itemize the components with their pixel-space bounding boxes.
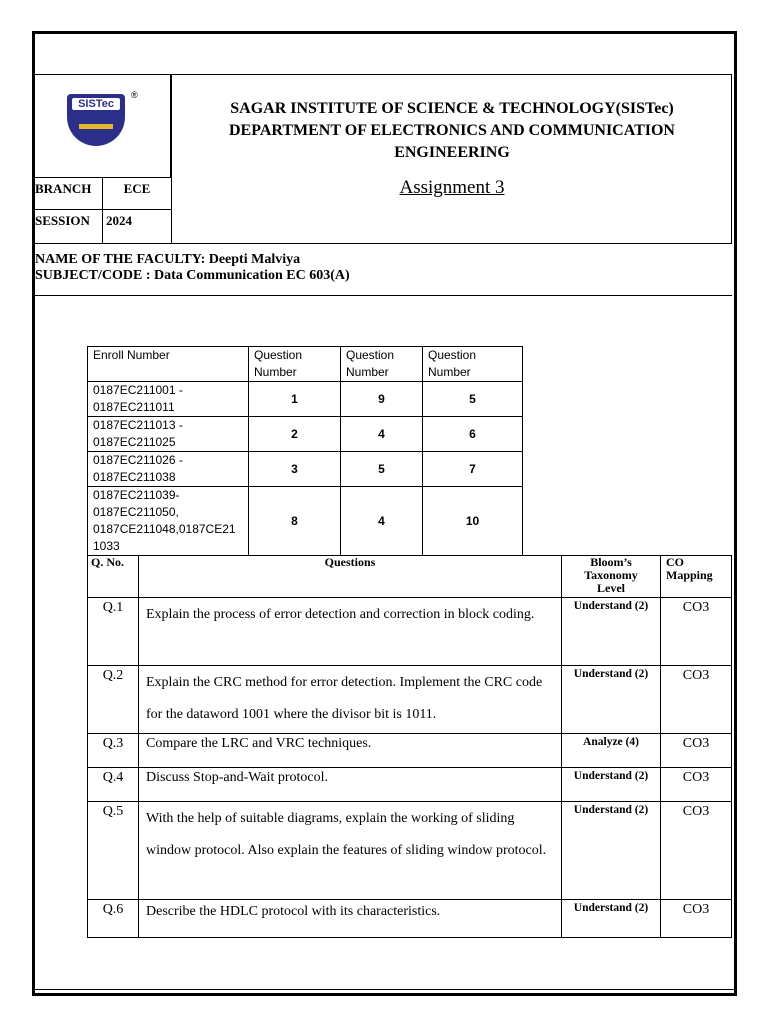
question-number: Q.2	[88, 666, 139, 734]
blooms-level: Understand (2)	[562, 768, 661, 802]
question-number: 5	[341, 452, 423, 487]
question-number: 10	[423, 487, 523, 556]
blooms-level: Understand (2)	[562, 900, 661, 938]
table-row	[88, 598, 732, 666]
co-mapping: CO3	[661, 900, 732, 938]
question-number: 4	[341, 487, 423, 556]
question-header: Question Number	[423, 347, 523, 382]
enroll-range: 0187EC211026 - 0187EC211038	[88, 452, 249, 487]
bottom-rule	[32, 989, 737, 990]
logo-text: SISTec	[71, 97, 121, 111]
blooms-level: Understand (2)	[562, 802, 661, 900]
question-header: Question Number	[249, 347, 341, 382]
blooms-level: Understand (2)	[562, 666, 661, 734]
questions-header: Questions	[139, 556, 562, 598]
table-row	[88, 900, 732, 938]
branch-value: ECE	[103, 178, 171, 210]
session-value: 2024	[106, 213, 132, 228]
logo-cell	[35, 74, 171, 178]
question-text: With the help of suitable diagrams, explain the working of sliding window protocol. Also explain the features of sliding window protocol.	[139, 802, 562, 900]
co-mapping: CO3	[661, 768, 732, 802]
question-text: Describe the HDLC protocol with its characteristics.	[139, 900, 562, 938]
enroll-range: 0187EC211039- 0187EC211050, 0187CE211048,0187CE21 1033	[88, 487, 249, 556]
faculty-name: NAME OF THE FACULTY: Deepti Malviya	[35, 252, 301, 267]
question-number: Q.3	[88, 734, 139, 768]
enroll-range: 0187EC211013 - 0187EC211025	[88, 417, 249, 452]
question-number: 9	[341, 382, 423, 417]
question-number: 8	[249, 487, 341, 556]
table-row	[88, 734, 732, 768]
assignment-label: Assignment 3	[399, 177, 505, 198]
table-row	[88, 417, 523, 452]
co-mapping: CO3	[661, 666, 732, 734]
assignment-title	[172, 176, 732, 200]
question-number: 5	[423, 382, 523, 417]
enroll-range: 0187EC211001 - 0187EC211011	[88, 382, 249, 417]
table-row	[88, 802, 732, 900]
table-row	[88, 666, 732, 734]
branch-label: BRANCH	[35, 178, 103, 210]
header-title	[171, 74, 732, 244]
question-number: 4	[341, 417, 423, 452]
co-mapping: CO3	[661, 734, 732, 768]
table-row	[88, 487, 523, 556]
question-number: Q.4	[88, 768, 139, 802]
blooms-header: Bloom’s Taxonomy Level	[562, 556, 661, 598]
question-header: Question Number	[341, 347, 423, 382]
table-row	[88, 382, 523, 417]
question-number: 6	[423, 417, 523, 452]
institute-name: SAGAR INSTITUTE OF SCIENCE & TECHNOLOGY(SISTec)	[230, 100, 674, 117]
logo-lamp	[79, 124, 113, 129]
question-number: Q.6	[88, 900, 139, 938]
co-mapping: CO3	[661, 598, 732, 666]
department-name: DEPARTMENT OF ELECTRONICS AND COMMUNICATION ENGINEERING	[229, 122, 675, 161]
question-number: 3	[249, 452, 341, 487]
question-text: Explain the process of error detection and correction in block coding.	[139, 598, 562, 666]
blooms-level: Analyze (4)	[562, 734, 661, 768]
qno-header: Q. No.	[88, 556, 139, 598]
registered-mark: ®	[131, 90, 138, 100]
table-row	[88, 768, 732, 802]
co-mapping: CO3	[661, 802, 732, 900]
question-text: Compare the LRC and VRC techniques.	[139, 734, 562, 768]
question-text: Explain the CRC method for error detection. Implement the CRC code for the dataword 1001 where the divisor bit is 1011.	[139, 666, 562, 734]
tables-area	[87, 346, 731, 938]
sistec-logo	[67, 94, 125, 146]
session-label: SESSION	[35, 210, 103, 244]
question-number: 7	[423, 452, 523, 487]
question-number: Q.1	[88, 598, 139, 666]
question-number: 1	[249, 382, 341, 417]
blooms-level: Understand (2)	[562, 598, 661, 666]
faculty-section	[35, 243, 732, 296]
question-number: 2	[249, 417, 341, 452]
question-text: Discuss Stop-and-Wait protocol.	[139, 768, 562, 802]
questions-table	[87, 555, 732, 938]
table-row	[88, 452, 523, 487]
co-header: CO Mapping	[661, 556, 732, 598]
enroll-header: Enroll Number	[88, 347, 249, 382]
subject-code: SUBJECT/CODE : Data Communication EC 603(A)	[35, 268, 350, 283]
enroll-table	[87, 346, 523, 556]
question-number: Q.5	[88, 802, 139, 900]
